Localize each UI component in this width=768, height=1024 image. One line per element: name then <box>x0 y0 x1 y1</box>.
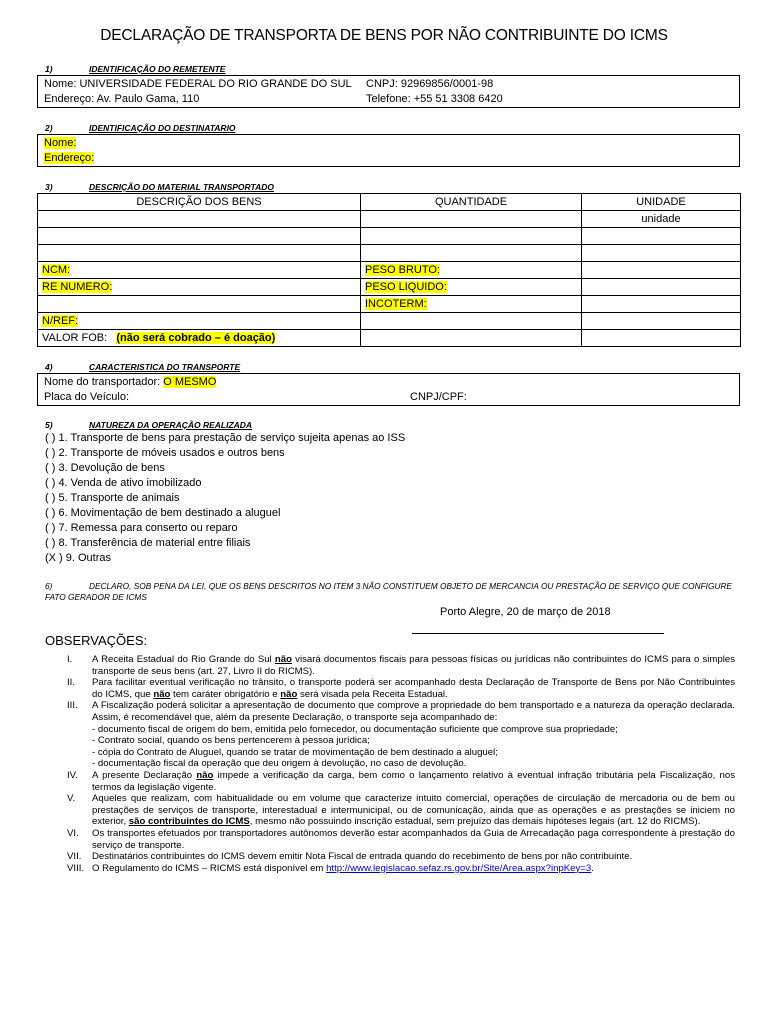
valor-fob-label: VALOR FOB: <box>42 332 108 344</box>
section-1-header: 1) IDENTIFICAÇÃO DO REMETENTE <box>45 64 226 74</box>
remetente-telefone: Telefone: +55 51 3308 6420 <box>366 93 503 105</box>
observacoes-title: OBSERVAÇÕES: <box>45 633 148 648</box>
ricms-link[interactable]: http://www.legislacao.sefaz.rs.gov.br/Site/Area.aspx?inpKey=3 <box>326 862 592 874</box>
destinatario-endereco: Endereço: <box>44 152 95 164</box>
peso-liquido-label: PESO LIQUIDO: <box>365 281 447 293</box>
col-quantidade: QUANTIDADE <box>361 194 582 211</box>
natureza-item: ( ) 8. Transferência de material entre filiais <box>45 537 251 549</box>
observacoes-list <box>45 654 735 874</box>
remetente-endereco: Endereço: Av. Paulo Gama, 110 <box>44 93 200 105</box>
transportador-line: Nome do transportador: O MESMO <box>44 376 217 388</box>
incoterm-label: INCOTERM: <box>365 298 427 310</box>
list-item: VI. Os transportes efetuados por transportadores autônomos deverão estar acompanhados da Guia de Arrecadação paga correspondente à prestação do serviço de transporte. <box>67 827 735 851</box>
natureza-item: ( ) 4. Venda de ativo imobilizado <box>45 477 202 489</box>
table-row <box>38 296 741 313</box>
natureza-item: ( ) 1. Transporte de bens para prestação de serviço sujeita apenas ao ISS <box>45 432 406 444</box>
natureza-item: ( ) 2. Transporte de móveis usados e outros bens <box>45 447 285 459</box>
valor-fob-note: (não será cobrado – é doação) <box>116 332 276 344</box>
local-data: Porto Alegre, 20 de março de 2018 <box>440 606 611 618</box>
table-row <box>38 228 741 245</box>
remetente-nome: Nome: UNIVERSIDADE FEDERAL DO RIO GRANDE DO SUL <box>44 78 352 90</box>
list-item: VII. Destinatários contribuintes do ICMS devem emitir Nota Fiscal de entrada quando do recebimento de bens por não contribuinte. <box>67 851 633 863</box>
natureza-item: ( ) 7. Remessa para conserto ou reparo <box>45 522 238 534</box>
destinatario-box <box>37 134 740 167</box>
transportador-value: O MESMO <box>163 376 217 388</box>
peso-bruto-label: PESO BRUTO: <box>365 264 440 276</box>
remetente-cnpj: CNPJ: 92969856/0001-98 <box>366 78 494 90</box>
ncm-label: NCM: <box>42 264 71 276</box>
document-title: DECLARAÇÃO DE TRANSPORTA DE BENS POR NÃO CONTRIBUINTE DO ICMS <box>100 27 668 44</box>
list-item: IV. A presente Declaração não impede a verificação da carga, bem como o lançamento relativo à eventual infração tributária pela Fiscalização, nos termos da legislação vigente. <box>67 769 735 793</box>
section-4-header: 4) CARACTERISTICA DO TRANSPORTE <box>45 362 241 372</box>
destinatario-nome: Nome: <box>44 137 77 149</box>
re-numero-label: RE NUMERO: <box>42 281 113 293</box>
list-item: I. A Receita Estadual do Rio Grande do Sul não visará documentos fiscais para pessoas físicas ou jurídicas não contribuintes do ICMS para o simples transporte de seus bens (art. 27, Livro II do RICMS). <box>67 654 735 677</box>
table-header-row <box>38 194 741 211</box>
signature-line <box>412 633 664 634</box>
col-descricao: DESCRIÇÃO DOS BENS <box>38 194 361 211</box>
col-unidade: UNIDADE <box>582 194 741 211</box>
natureza-item: (X ) 9. Outras <box>45 552 112 564</box>
natureza-item: ( ) 5. Transporte de animais <box>45 492 180 504</box>
cnpj-cpf: CNPJ/CPF: <box>410 391 467 403</box>
list-item: III. A Fiscalização poderá solicitar a apresentação de documento que comprove a propriedade do bem transportado e a natureza da operação declarada. Assim, é recomendável que, além da presente Declaração, o transporte seja acompanhado de: - documento fiscal de origem do bem, emitida pelo fornecedor, ou documentação suficiente que comprove sua propriedade; - Contrato social, quando os bens pertencerem à pessoa jurídica; - cópia do Contrato de Aluguel, quando se tratar de movimentação de bem destinado a aluguel; - documentação fiscal da operação que deu origem à devolução, no caso de devolução. <box>67 700 735 770</box>
material-table <box>37 193 741 347</box>
list-item: II. Para facilitar eventual verificação no trânsito, o transporte poderá ser acompanhado desta Declaração de Transporte de Bens por Não Contribuintes do ICMS, que não tem caráter obrigatório e não será visada pela Receita Estadual. <box>67 677 735 700</box>
unidade-value: unidade <box>582 211 741 228</box>
section-3-header: 3) DESCRIÇÃO DO MATERIAL TRANSPORTADO <box>45 182 274 192</box>
table-row <box>38 211 741 228</box>
section-2-header: 2) IDENTIFICAÇÃO DO DESTINATARIO <box>45 123 236 133</box>
table-row <box>38 279 741 296</box>
nref-label: N/REF: <box>42 315 79 327</box>
list-item: VIII. O Regulamento do ICMS – RICMS está disponível em http://www.legislacao.sefaz.rs.gov.br/Site/Area.aspx?inpKey=3. <box>67 862 594 874</box>
placa-veiculo: Placa do Veículo: <box>44 391 130 403</box>
natureza-item: ( ) 3. Devolução de bens <box>45 462 165 474</box>
section-5-header: 5) NATUREZA DA OPERAÇÃO REALIZADA <box>45 420 253 430</box>
table-row <box>38 262 741 279</box>
declaracao-text: 6) DECLARO, SOB PENA DA LEI, QUE OS BENS DESCRITOS NO ITEM 3 NÃO CONSTITUEM OBJETO DE MERCANCIA OU PRESTAÇÃO DE SERVIÇO QUE CONFIGURE FATO GERADOR DE ICMS <box>45 581 732 602</box>
table-row <box>38 245 741 262</box>
list-item: V. Aqueles que realizam, com habitualidade ou em volume que caracterize intuito comercial, operações de circulação de mercadoria ou de bem ou prestações de serviços de transporte, interestadual e intermunicipal, ou de comunicação, ainda que as operações e as prestações se iniciem no exterior, são contribuintes do ICMS, mesmo não possuindo inscrição estadual, sem prejuízo das demais hipóteses legais (art. 12 do RICMS). <box>67 793 735 828</box>
natureza-item: ( ) 6. Movimentação de bem destinado a aluguel <box>45 507 281 519</box>
table-row <box>38 313 741 330</box>
table-row <box>38 330 741 347</box>
